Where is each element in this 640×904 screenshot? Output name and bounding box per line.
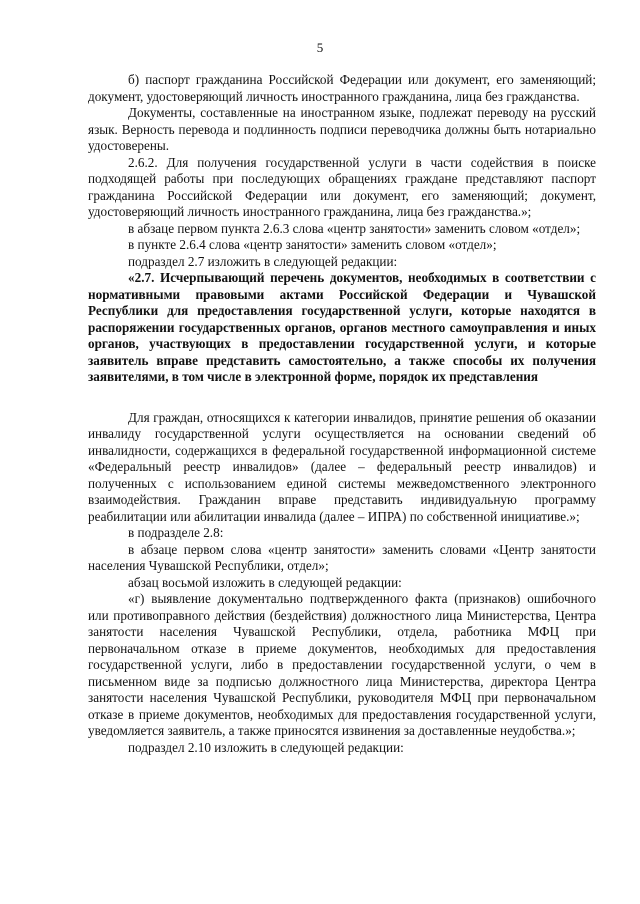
paragraph-2-7-intro: подраздел 2.7 изложить в следующей редакции: bbox=[128, 253, 398, 269]
document-body bbox=[88, 72, 596, 756]
paragraph-2-8-eighth-abzac: абзац восьмой изложить в следующей редакции: bbox=[128, 574, 402, 590]
paragraph-item-g: «г) выявление документально подтвержденного факта (признаков) ошибочного или противоправного действия (бездействия) должностного лица Министерства, Центра занятости населения Чувашской Республики, отдела, работника МФЦ при первоначальном отказе в приеме документов, необходимых для предоставления государственной услуги, либо в предоставлении государственной услуги, о чем в письменном виде за подписью должностного лица Министерства, директора Центра занятости населения Чувашской Республики, руководителя МФЦ при первоначальном отказе в приеме документов, необходимых для предоставления государственной услуги, уведомляется заявитель, а также приносятся извинения за доставленные неудобства.»; bbox=[88, 591, 596, 738]
paragraph-2-6-4-amendment: в пункте 2.6.4 слова «центр занятости» заменить словом «отдел»; bbox=[128, 237, 497, 252]
paragraph-2-10-intro: подраздел 2.10 изложить в следующей редакции: bbox=[128, 739, 404, 755]
page-number: 5 bbox=[316, 40, 324, 55]
heading-spacer bbox=[88, 386, 596, 410]
paragraph-foreign-language: Документы, составленные на иностранном языке, подлежат переводу на русский язык. Верность перевода и подлинность подписи переводчика должны быть нотариально удостоверены. bbox=[88, 105, 596, 153]
paragraph-2-6-2: 2.6.2. Для получения государственной услуги в части содействия в поиске подходящей работы при последующих обращениях граждане представляют паспорт гражданина Российской Федерации или документ, его заменяющий; документ, удостоверяющий личность иностранного гражданина, лица без гражданства.»; bbox=[88, 154, 596, 219]
paragraph-disabled-persons: Для граждан, относящихся к категории инвалидов, принятие решения об оказании инвалиду государственной услуги осуществляется на основании сведений об инвалидности, содержащихся в федеральной государственной информационной системе «Федеральный реестр инвалидов» (далее – федеральный реестр инвалидов) и полученных с использованием единой системы межведомственного электронного взаимодействия. Гражданин вправе представить индивидуальную программу реабилитации или абилитации инвалида (далее – ИПРА) по собственной инициативе.»; bbox=[88, 409, 596, 524]
paragraph-2-8-first-abzac: в абзаце первом слова «центр занятости» заменить словами «Центр занятости населения Чувашской Республики, отдел»; bbox=[88, 541, 596, 573]
paragraph-2-8-intro: в подразделе 2.8: bbox=[128, 525, 224, 540]
section-heading-2-7: «2.7. Исчерпывающий перечень документов, необходимых в соответствии с нормативными правовыми актами Российской Федерации и Чувашской Республики для предоставления государственной услуги, которые находятся в распоряжении государственных органов, органов местного самоуправления и иных органов, участвующих в предоставлении государственной услуги, и которые заявитель вправе представить самостоятельно, а также способы их получения заявителями, в том числе в электронной форме, порядок их представления bbox=[88, 270, 596, 384]
paragraph-passport: б) паспорт гражданина Российской Федерации или документ, его заменяющий; документ, удостоверяющий личность иностранного гражданина, лица без гражданства. bbox=[88, 72, 596, 104]
paragraph-2-6-3-amendment: в абзаце первом пункта 2.6.3 слова «центр занятости» заменить словом «отдел»; bbox=[128, 220, 581, 236]
